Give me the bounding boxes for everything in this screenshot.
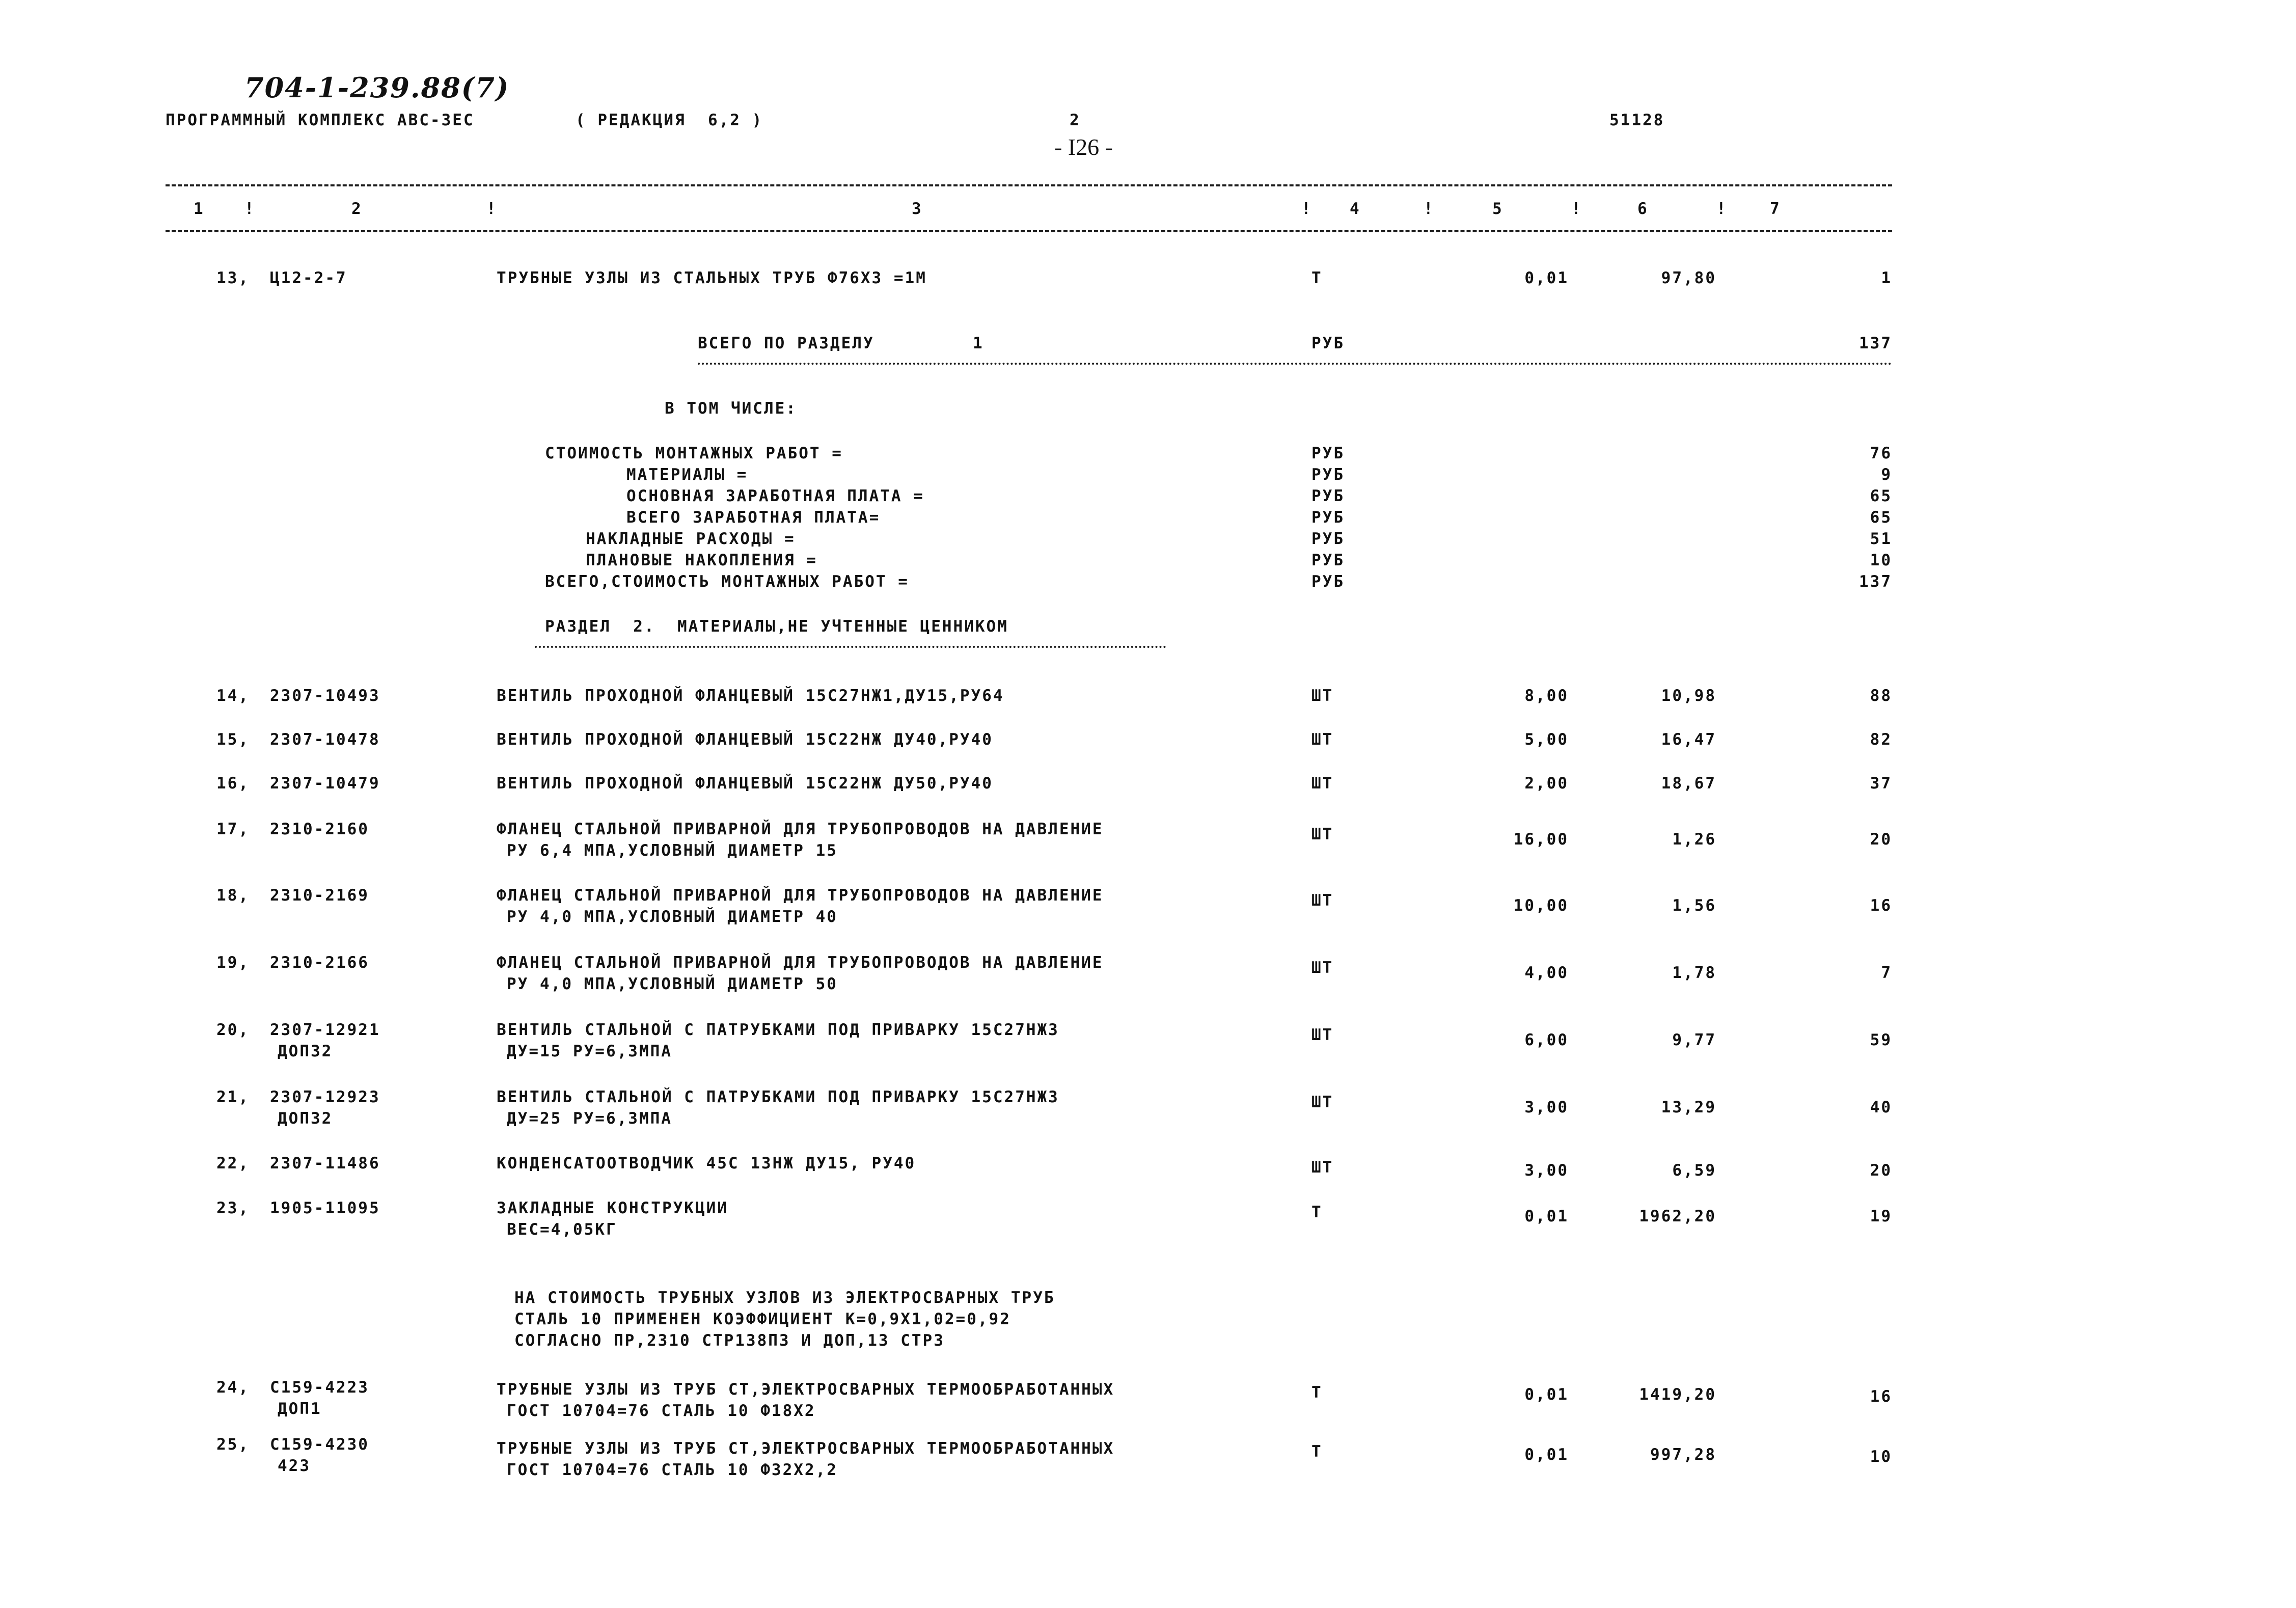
cost-line-label: СТОИМОСТЬ МОНТАЖНЫХ РАБОТ =: [545, 444, 843, 462]
row-code: 2307-10493: [270, 687, 380, 705]
col-header-4: 4: [1350, 200, 1361, 218]
row-description: ВЕНТИЛЬ ПРОХОДНОЙ ФЛАНЦЕВЫЙ 15С22НЖ ДУ40,РУ40: [497, 730, 993, 749]
cost-line-unit: РУБ: [1311, 466, 1345, 484]
cost-line-unit: РУБ: [1311, 487, 1345, 505]
row-quantity: 10,00: [1513, 896, 1569, 915]
row-quantity: 5,00: [1524, 730, 1569, 749]
col-separator: !: [486, 200, 498, 218]
row-quantity: 3,00: [1524, 1161, 1569, 1180]
section-2-rule: [535, 646, 1166, 648]
row-unit: Т: [1311, 1203, 1323, 1221]
including-label: В ТОМ ЧИСЛЕ:: [665, 399, 797, 418]
row-unit: ШТ: [1311, 730, 1334, 749]
col-header-6: 6: [1637, 200, 1649, 218]
row-description: ФЛАНЕЦ СТАЛЬНОЙ ПРИВАРНОЙ ДЛЯ ТРУБОПРОВОДОВ НА ДАВЛЕНИЕ: [497, 820, 1104, 838]
col-separator: !: [1716, 200, 1728, 218]
row-total: 19: [1870, 1207, 1892, 1225]
handwritten-code: 704-1-239.88(7): [244, 71, 510, 104]
cost-line-unit: РУБ: [1311, 508, 1345, 527]
row-price: 9,77: [1672, 1031, 1716, 1049]
row-quantity: 8,00: [1524, 687, 1569, 705]
row-code-line2: 423: [278, 1457, 311, 1475]
cost-line-unit: РУБ: [1311, 530, 1345, 548]
col-separator: !: [1571, 200, 1582, 218]
row-code: 2310-2166: [270, 953, 369, 972]
cost-line-value: 51: [1870, 530, 1892, 548]
row-total: 20: [1870, 830, 1892, 849]
row-total: 16: [1870, 896, 1892, 915]
sheet-number: 2: [1070, 111, 1081, 129]
edition-label: ( РЕДАКЦИЯ 6,2 ): [576, 111, 763, 129]
row-unit: Т: [1311, 1383, 1323, 1402]
note-line: НА СТОИМОСТЬ ТРУБНЫХ УЗЛОВ ИЗ ЭЛЕКТРОСВАРНЫХ ТРУБ: [514, 1289, 1055, 1307]
program-name: ПРОГРАММНЫЙ КОМПЛЕКС АВС-ЗЕС: [166, 111, 475, 129]
row-description-line2: ГОСТ 10704=76 СТАЛЬ 10 Ф32Х2,2: [507, 1461, 838, 1479]
row-quantity: 3,00: [1524, 1098, 1569, 1116]
row-quantity: 0,01: [1524, 269, 1569, 287]
row-code-line2: ДОП32: [278, 1042, 333, 1060]
col-separator: !: [1424, 200, 1435, 218]
section-total-number: 1: [973, 334, 984, 352]
row-number: 24,: [216, 1378, 250, 1397]
row-number: 20,: [216, 1021, 250, 1039]
cost-line-label: МАТЕРИАЛЫ =: [626, 466, 748, 484]
row-number: 25,: [216, 1435, 250, 1454]
row-description: ФЛАНЕЦ СТАЛЬНОЙ ПРИВАРНОЙ ДЛЯ ТРУБОПРОВОДОВ НА ДАВЛЕНИЕ: [497, 886, 1104, 905]
row-code-line2: ДОП1: [278, 1400, 322, 1418]
row-number: 18,: [216, 886, 250, 905]
row-unit: ШТ: [1311, 1026, 1334, 1044]
row-total: 59: [1870, 1031, 1892, 1049]
col-separator: !: [244, 200, 256, 218]
row-price: 1,56: [1672, 896, 1716, 915]
row-quantity: 0,01: [1524, 1446, 1569, 1464]
row-price: 97,80: [1661, 269, 1716, 287]
row-description: ВЕНТИЛЬ ПРОХОДНОЙ ФЛАНЦЕВЫЙ 15С22НЖ ДУ50,РУ40: [497, 774, 993, 793]
row-number: 17,: [216, 820, 250, 838]
row-price: 1419,20: [1639, 1385, 1716, 1404]
cost-line-label: НАКЛАДНЫЕ РАСХОДЫ =: [586, 530, 796, 548]
row-code: С159-4223: [270, 1378, 369, 1397]
cost-line-value: 65: [1870, 487, 1892, 505]
table-top-rule: [166, 184, 1892, 186]
row-unit: ШТ: [1311, 825, 1334, 843]
cost-line-value: 137: [1859, 573, 1892, 591]
cost-line-label: ПЛАНОВЫЕ НАКОПЛЕНИЯ =: [586, 551, 817, 569]
cost-line-unit: РУБ: [1311, 551, 1345, 569]
row-unit: ШТ: [1311, 959, 1334, 977]
row-number: 14,: [216, 687, 250, 705]
cost-line-value: 65: [1870, 508, 1892, 527]
row-code: 2307-11486: [270, 1154, 380, 1173]
cost-line-value: 76: [1870, 444, 1892, 462]
row-number: 13,: [216, 269, 250, 287]
row-unit: Т: [1311, 1442, 1323, 1461]
row-price: 6,59: [1672, 1161, 1716, 1180]
row-description: ТРУБНЫЕ УЗЛЫ ИЗ ТРУБ СТ,ЭЛЕКТРОСВАРНЫХ ТЕРМООБРАБОТАННЫХ: [497, 1439, 1115, 1458]
row-code: 2307-12921: [270, 1021, 380, 1039]
row-total: 20: [1870, 1161, 1892, 1180]
row-code: 2307-10478: [270, 730, 380, 749]
row-code: 2310-2169: [270, 886, 369, 905]
row-price: 997,28: [1650, 1446, 1716, 1464]
row-description-line2: ДУ=25 РУ=6,3МПА: [507, 1109, 672, 1128]
row-total: 37: [1870, 774, 1892, 793]
col-header-3: 3: [912, 200, 923, 218]
row-description: КОНДЕНСАТООТВОДЧИК 45С 13НЖ ДУ15, РУ40: [497, 1154, 916, 1173]
row-quantity: 16,00: [1513, 830, 1569, 849]
row-price: 10,98: [1661, 687, 1716, 705]
row-quantity: 4,00: [1524, 964, 1569, 982]
row-quantity: 0,01: [1524, 1385, 1569, 1404]
row-total: 1: [1881, 269, 1892, 287]
row-total: 16: [1870, 1387, 1892, 1406]
row-description: ВЕНТИЛЬ СТАЛЬНОЙ С ПАТРУБКАМИ ПОД ПРИВАРКУ 15С27НЖ3: [497, 1088, 1059, 1106]
note-line: СТАЛЬ 10 ПРИМЕНЕН КОЭФФИЦИЕНТ К=0,9Х1,02=0,92: [514, 1310, 1011, 1328]
cost-line-label: ОСНОВНАЯ ЗАРАБОТНАЯ ПЛАТА =: [626, 487, 924, 505]
page-number: - I26 -: [1054, 134, 1113, 160]
col-header-5: 5: [1492, 200, 1504, 218]
row-quantity: 0,01: [1524, 1207, 1569, 1225]
row-description: ЗАКЛАДНЫЕ КОНСТРУКЦИИ: [497, 1199, 728, 1217]
row-total: 40: [1870, 1098, 1892, 1116]
row-description-line2: ДУ=15 РУ=6,3МПА: [507, 1042, 672, 1060]
row-total: 82: [1870, 730, 1892, 749]
row-total: 88: [1870, 687, 1892, 705]
row-number: 19,: [216, 953, 250, 972]
row-price: 1,78: [1672, 964, 1716, 982]
row-quantity: 2,00: [1524, 774, 1569, 793]
row-description: ВЕНТИЛЬ ПРОХОДНОЙ ФЛАНЦЕВЫЙ 15С27НЖ1,ДУ15,РУ64: [497, 687, 1004, 705]
row-description: ТРУБНЫЕ УЗЛЫ ИЗ СТАЛЬНЫХ ТРУБ Ф76Х3 =1М: [497, 269, 927, 287]
row-unit: ШТ: [1311, 1093, 1334, 1111]
document-number: 51128: [1609, 111, 1665, 129]
row-code: С159-4230: [270, 1435, 369, 1454]
section-total-value: 137: [1859, 334, 1892, 352]
col-header-1: 1: [194, 200, 205, 218]
row-price: 18,67: [1661, 774, 1716, 793]
row-description-line2: ВЕС=4,05КГ: [507, 1220, 617, 1239]
row-code-line2: ДОП32: [278, 1109, 333, 1128]
row-description: ТРУБНЫЕ УЗЛЫ ИЗ ТРУБ СТ,ЭЛЕКТРОСВАРНЫХ ТЕРМООБРАБОТАННЫХ: [497, 1380, 1115, 1399]
row-total: 10: [1870, 1448, 1892, 1466]
col-header-7: 7: [1770, 200, 1781, 218]
row-code: 2310-2160: [270, 820, 369, 838]
section-total-unit: РУБ: [1311, 334, 1345, 352]
row-code: 2307-10479: [270, 774, 380, 793]
row-code: 2307-12923: [270, 1088, 380, 1106]
row-number: 21,: [216, 1088, 250, 1106]
section-total-rule: [698, 363, 1892, 365]
row-number: 16,: [216, 774, 250, 793]
cost-line-value: 9: [1881, 466, 1892, 484]
row-unit: ШТ: [1311, 891, 1334, 910]
row-description-line2: РУ 6,4 МПА,УСЛОВНЫЙ ДИАМЕТР 15: [507, 841, 838, 860]
row-quantity: 6,00: [1524, 1031, 1569, 1049]
row-price: 1,26: [1672, 830, 1716, 849]
row-price: 1962,20: [1639, 1207, 1716, 1225]
row-description-line2: РУ 4,0 МПА,УСЛОВНЫЙ ДИАМЕТР 50: [507, 975, 838, 993]
row-price: 16,47: [1661, 730, 1716, 749]
cost-line-unit: РУБ: [1311, 573, 1345, 591]
row-price: 13,29: [1661, 1098, 1716, 1116]
row-unit: ШТ: [1311, 774, 1334, 793]
note-line: СОГЛАСНО ПР,2310 СТР138П3 И ДОП,13 СТР3: [514, 1331, 945, 1350]
row-number: 15,: [216, 730, 250, 749]
row-description-line2: РУ 4,0 МПА,УСЛОВНЫЙ ДИАМЕТР 40: [507, 908, 838, 926]
section-total-label: ВСЕГО ПО РАЗДЕЛУ: [698, 334, 874, 352]
row-number: 22,: [216, 1154, 250, 1173]
row-code: Ц12-2-7: [270, 269, 347, 287]
row-total: 7: [1881, 964, 1892, 982]
row-code: 1905-11095: [270, 1199, 380, 1217]
row-unit: ШТ: [1311, 687, 1334, 705]
col-header-2: 2: [351, 200, 363, 218]
row-number: 23,: [216, 1199, 250, 1217]
row-description: ФЛАНЕЦ СТАЛЬНОЙ ПРИВАРНОЙ ДЛЯ ТРУБОПРОВОДОВ НА ДАВЛЕНИЕ: [497, 953, 1104, 972]
row-unit: Т: [1311, 269, 1323, 287]
cost-line-value: 10: [1870, 551, 1892, 569]
row-description-line2: ГОСТ 10704=76 СТАЛЬ 10 Ф18Х2: [507, 1402, 816, 1420]
section-2-title: РАЗДЕЛ 2. МАТЕРИАЛЫ,НЕ УЧТЕННЫЕ ЦЕННИКОМ: [545, 617, 1008, 636]
cost-line-label: ВСЕГО ЗАРАБОТНАЯ ПЛАТА=: [626, 508, 881, 527]
row-description: ВЕНТИЛЬ СТАЛЬНОЙ С ПАТРУБКАМИ ПОД ПРИВАРКУ 15С27НЖ3: [497, 1021, 1059, 1039]
table-header-rule: [166, 230, 1892, 232]
cost-line-unit: РУБ: [1311, 444, 1345, 462]
cost-line-label: ВСЕГО,СТОИМОСТЬ МОНТАЖНЫХ РАБОТ =: [545, 573, 909, 591]
col-separator: !: [1301, 200, 1313, 218]
row-unit: ШТ: [1311, 1158, 1334, 1177]
